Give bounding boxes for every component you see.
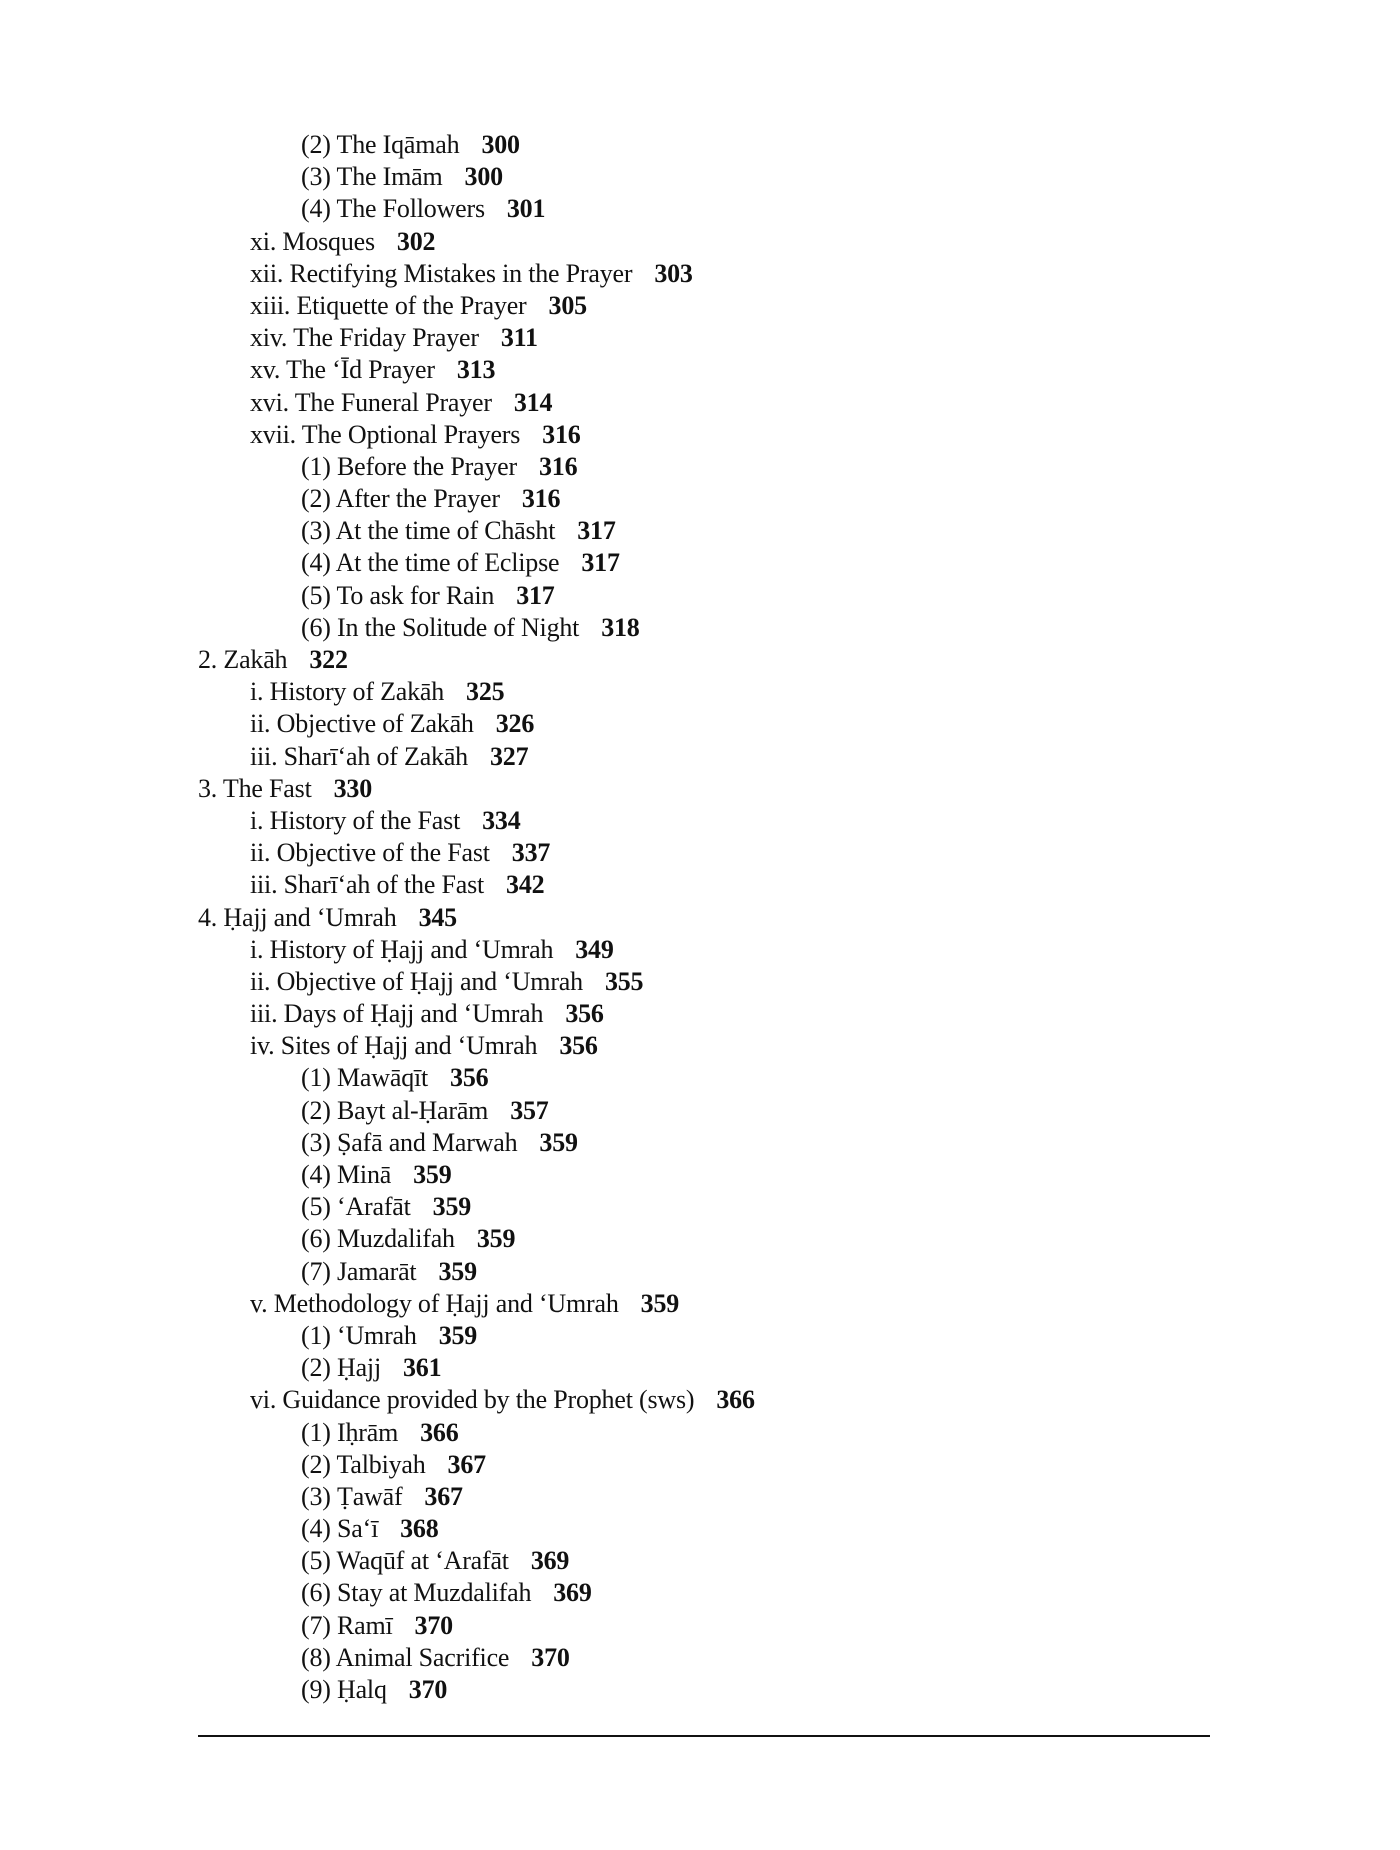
entry-page-number: 316 [538, 451, 578, 481]
toc-entry [0, 193, 1400, 225]
toc-entry [0, 387, 1400, 419]
entry-title: xv. The ‘Īd Prayer [250, 355, 435, 385]
entry-title: 4. Ḥajj and ‘Umrah [198, 902, 397, 932]
entry-title: (2) Talbiyah [301, 1449, 426, 1479]
entry-title: (2) Ḥajj [301, 1353, 381, 1383]
entry-page-number: 359 [539, 1127, 578, 1157]
entry-page-number: 359 [476, 1224, 516, 1254]
entry-page-number: 359 [413, 1160, 452, 1189]
toc-entry [0, 1384, 1400, 1416]
entry-page-number: 367 [424, 1481, 463, 1511]
entry-title: (3) Ṣafā and Marwah [301, 1127, 518, 1157]
entry-title: (4) At the time of Eclipse [301, 548, 560, 578]
entry-page-number: 367 [447, 1449, 486, 1479]
toc-entry [0, 837, 1400, 869]
entry-title: (6) Muzdalifah [301, 1224, 455, 1254]
entry-title: iv. Sites of Ḥajj and ‘Umrah [250, 1031, 538, 1061]
toc-entry [0, 966, 1400, 998]
entry-page-number: 301 [506, 194, 546, 224]
toc-entry [0, 226, 1400, 258]
table-of-contents [0, 129, 1400, 1706]
entry-page-number: 369 [553, 1578, 592, 1608]
entry-page-number: 313 [456, 355, 496, 385]
entry-page-number: 356 [565, 999, 604, 1029]
entry-title: ii. Objective of Ḥajj and ‘Umrah [250, 966, 583, 996]
toc-entry [0, 515, 1400, 547]
toc-entry [0, 1577, 1400, 1609]
entry-title: 3. The Fast [198, 773, 312, 803]
entry-page-number: 370 [531, 1642, 570, 1672]
entry-title: (7) Ramī [301, 1610, 393, 1640]
entry-page-number: 303 [654, 258, 693, 288]
toc-entry [0, 1030, 1400, 1062]
entry-title: (3) The Imām [301, 162, 443, 192]
entry-page-number: 368 [400, 1514, 439, 1544]
entry-page-number: 345 [418, 902, 457, 932]
entry-title: (2) The Iqāmah [301, 130, 460, 159]
entry-page-number: 359 [438, 1320, 478, 1350]
toc-entry [0, 1449, 1400, 1481]
toc-entry [0, 741, 1400, 773]
toc-entry [0, 773, 1400, 805]
toc-entry [0, 934, 1400, 966]
entry-title: iii. Sharī‘ah of the Fast [250, 870, 485, 900]
entry-page-number: 370 [408, 1675, 448, 1704]
entry-title: (1) Iḥrām [301, 1417, 399, 1447]
entry-page-number: 361 [402, 1353, 442, 1383]
entry-page-number: 366 [420, 1417, 459, 1447]
entry-page-number: 355 [604, 966, 644, 996]
entry-title: (4) Sa‘ī [301, 1514, 379, 1544]
toc-entry [0, 902, 1400, 934]
toc-entry [0, 1610, 1400, 1642]
entry-page-number: 314 [513, 387, 553, 417]
toc-entry [0, 419, 1400, 451]
toc-entry [0, 580, 1400, 612]
entry-page-number: 316 [521, 484, 561, 514]
entry-page-number: 316 [542, 419, 581, 449]
entry-page-number: 369 [530, 1546, 570, 1576]
entry-title: (1) Mawāqīt [301, 1063, 429, 1093]
toc-entry [0, 644, 1400, 676]
entry-title: iii. Sharī‘ah of Zakāh [250, 741, 468, 771]
entry-title: xvi. The Funeral Prayer [250, 387, 492, 417]
entry-page-number: 356 [450, 1063, 489, 1093]
entry-page-number: 305 [548, 290, 587, 320]
toc-entry [0, 708, 1400, 740]
entry-page-number: 357 [510, 1095, 549, 1125]
toc-entry [0, 354, 1400, 386]
toc-entry [0, 258, 1400, 290]
toc-entry [0, 998, 1400, 1030]
entry-title: i. History of Ḥajj and ‘Umrah [250, 934, 554, 964]
toc-entry [0, 1674, 1400, 1706]
entry-title: 2. Zakāh [198, 645, 288, 674]
entry-title: (7) Jamarāt [301, 1256, 417, 1286]
entry-title: (2) After the Prayer [301, 484, 500, 514]
toc-entry [0, 161, 1400, 193]
entry-title: (8) Animal Sacrifice [301, 1642, 510, 1672]
toc-entry [0, 1191, 1400, 1223]
toc-entry [0, 483, 1400, 515]
entry-title: xvii. The Optional Prayers [250, 419, 521, 449]
toc-entry [0, 1223, 1400, 1255]
entry-page-number: 359 [438, 1256, 477, 1286]
entry-title: v. Methodology of Ḥajj and ‘Umrah [250, 1288, 619, 1318]
toc-entry [0, 1481, 1400, 1513]
entry-title: (1) ‘Umrah [301, 1320, 417, 1350]
entry-title: (6) Stay at Muzdalifah [301, 1578, 532, 1608]
toc-entry [0, 1256, 1400, 1288]
toc-entry [0, 1545, 1400, 1577]
entry-page-number: 327 [489, 741, 529, 771]
entry-title: (5) ‘Arafāt [301, 1192, 411, 1222]
entry-page-number: 322 [309, 645, 348, 674]
toc-entry [0, 1095, 1400, 1127]
toc-entry [0, 676, 1400, 708]
entry-page-number: 330 [333, 773, 373, 803]
toc-entry [0, 869, 1400, 901]
toc-entry [0, 290, 1400, 322]
entry-page-number: 317 [581, 548, 620, 578]
footer-rule [198, 1735, 1210, 1737]
toc-entry [0, 1642, 1400, 1674]
entry-page-number: 311 [500, 323, 538, 353]
entry-title: (9) Ḥalq [301, 1675, 387, 1704]
entry-title: (1) Before the Prayer [301, 451, 517, 481]
entry-title: xiv. The Friday Prayer [250, 323, 479, 353]
toc-entry [0, 1417, 1400, 1449]
entry-title: (6) In the Solitude of Night [301, 612, 580, 642]
entry-title: i. History of the Fast [250, 805, 461, 835]
entry-page-number: 370 [414, 1610, 453, 1640]
entry-title: i. History of Zakāh [250, 677, 445, 707]
entry-page-number: 337 [511, 838, 551, 868]
toc-entry [0, 1127, 1400, 1159]
entry-title: iii. Days of Ḥajj and ‘Umrah [250, 999, 544, 1029]
entry-page-number: 334 [482, 805, 521, 835]
entry-page-number: 317 [516, 580, 555, 610]
entry-page-number: 300 [481, 130, 520, 159]
toc-entry [0, 1159, 1400, 1191]
toc-entry [0, 1513, 1400, 1545]
entry-title: xii. Rectifying Mistakes in the Prayer [250, 258, 633, 288]
toc-entry [0, 805, 1400, 837]
entry-page-number: 318 [601, 612, 640, 642]
toc-entry [0, 1320, 1400, 1352]
entry-page-number: 349 [575, 934, 614, 964]
entry-page-number: 300 [464, 162, 503, 192]
entry-title: (2) Bayt al-Ḥarām [301, 1095, 489, 1125]
entry-title: (4) The Followers [301, 194, 485, 224]
entry-title: (5) Waqūf at ‘Arafāt [301, 1546, 509, 1576]
toc-entry [0, 612, 1400, 644]
entry-page-number: 359 [640, 1288, 680, 1318]
entry-title: (4) Minā [301, 1160, 392, 1189]
entry-title: ii. Objective of the Fast [250, 838, 490, 868]
toc-entry [0, 129, 1400, 161]
entry-page-number: 359 [432, 1192, 472, 1222]
toc-entry [0, 451, 1400, 483]
toc-entry [0, 1062, 1400, 1094]
entry-title: ii. Objective of Zakāh [250, 709, 474, 739]
toc-entry [0, 322, 1400, 354]
entry-title: vi. Guidance provided by the Prophet (sws) [250, 1385, 695, 1415]
toc-entry [0, 1352, 1400, 1384]
entry-title: xiii. Etiquette of the Prayer [250, 290, 527, 320]
entry-page-number: 325 [466, 677, 505, 707]
entry-title: (3) At the time of Chāsht [301, 516, 556, 546]
entry-title: (3) Ṭawāf [301, 1481, 403, 1511]
entry-page-number: 326 [495, 709, 535, 739]
entry-page-number: 356 [559, 1031, 598, 1061]
entry-page-number: 342 [506, 870, 545, 900]
entry-title: xi. Mosques [250, 226, 375, 256]
entry-page-number: 366 [716, 1385, 755, 1415]
entry-title: (5) To ask for Rain [301, 580, 495, 610]
toc-entry [0, 1288, 1400, 1320]
toc-entry [0, 547, 1400, 579]
entry-page-number: 302 [396, 226, 436, 256]
entry-page-number: 317 [577, 516, 616, 546]
